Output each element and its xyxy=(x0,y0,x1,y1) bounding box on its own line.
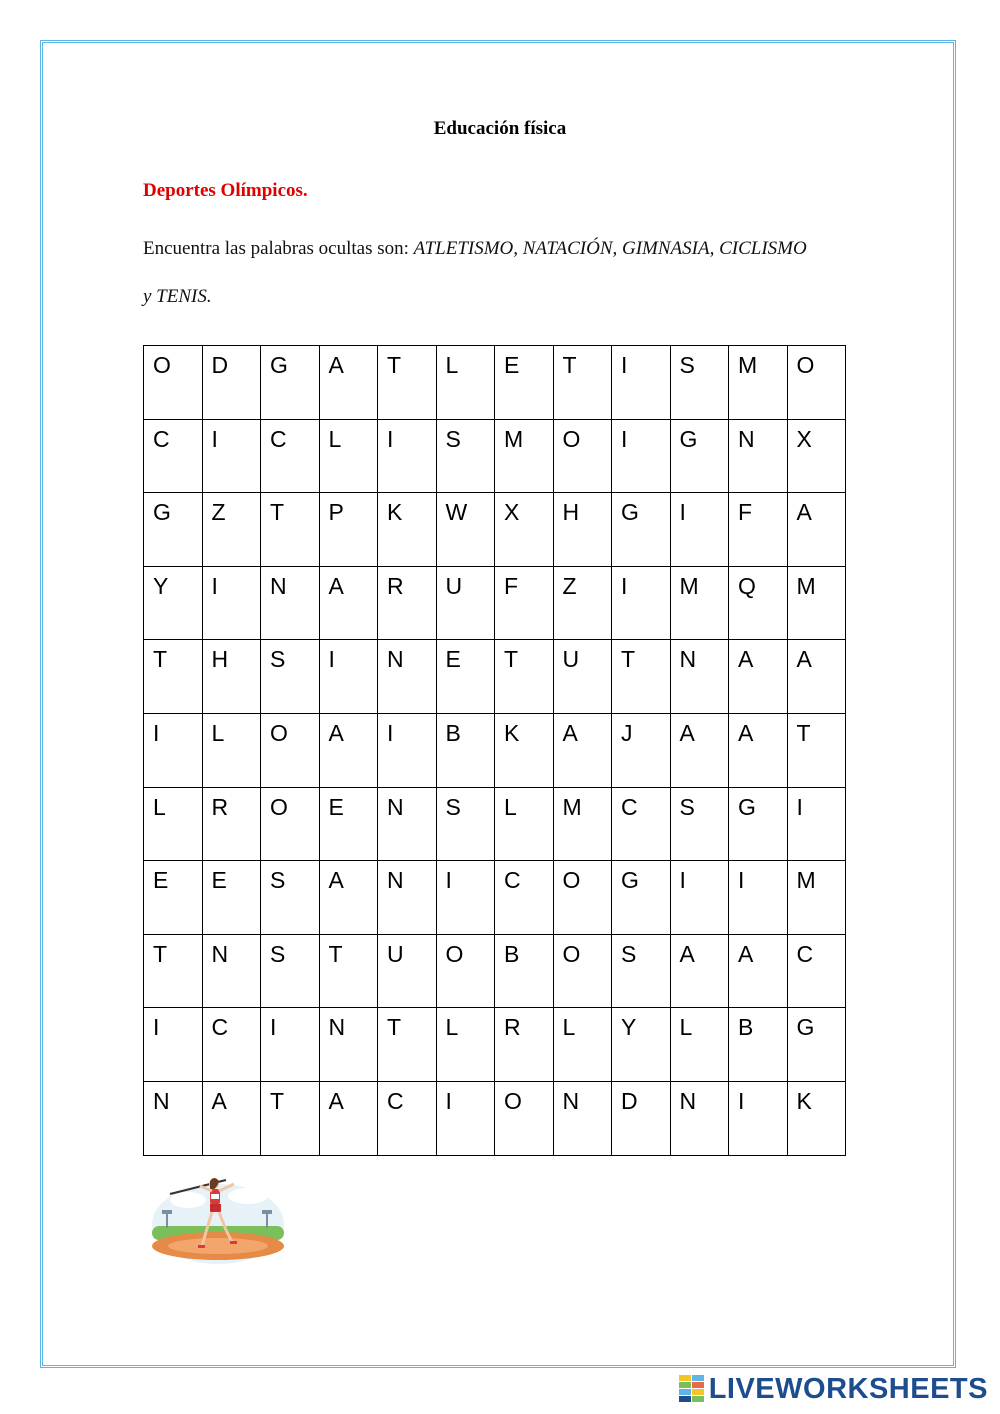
grid-cell[interactable]: A xyxy=(319,1081,378,1155)
grid-cell[interactable]: T xyxy=(612,640,671,714)
grid-cell[interactable]: I xyxy=(144,713,203,787)
instruction-words: ATLETISMO, NATACIÓN, GIMNASIA, CICLISMO xyxy=(413,238,807,259)
grid-cell[interactable]: I xyxy=(378,713,437,787)
grid-cell[interactable]: C xyxy=(787,934,846,1008)
instruction-line-2: y TENIS. xyxy=(143,286,212,307)
grid-cell[interactable]: O xyxy=(553,861,612,935)
grid-cell[interactable]: R xyxy=(378,566,437,640)
grid-cell[interactable]: N xyxy=(729,419,788,493)
grid-row xyxy=(144,346,846,420)
grid-cell[interactable]: A xyxy=(670,713,729,787)
grid-cell[interactable]: I xyxy=(729,861,788,935)
grid-cell[interactable]: B xyxy=(495,934,554,1008)
grid-row xyxy=(144,419,846,493)
grid-cell[interactable]: G xyxy=(612,493,671,567)
grid-cell[interactable]: K xyxy=(378,493,437,567)
grid-row xyxy=(144,861,846,935)
grid-cell[interactable]: R xyxy=(202,787,261,861)
grid-cell[interactable]: I xyxy=(729,1081,788,1155)
grid-cell[interactable]: G xyxy=(144,493,203,567)
grid-cell[interactable]: A xyxy=(553,713,612,787)
grid-cell[interactable]: I xyxy=(670,493,729,567)
grid-cell[interactable]: I xyxy=(202,419,261,493)
grid-cell[interactable]: X xyxy=(787,419,846,493)
grid-cell[interactable]: F xyxy=(729,493,788,567)
grid-cell[interactable]: S xyxy=(436,419,495,493)
grid-cell[interactable]: S xyxy=(261,934,320,1008)
grid-cell[interactable]: A xyxy=(319,566,378,640)
grid-cell[interactable]: F xyxy=(495,566,554,640)
instruction-line-1 xyxy=(143,238,807,260)
grid-cell[interactable]: T xyxy=(261,1081,320,1155)
grid-cell[interactable]: T xyxy=(495,640,554,714)
grid-cell[interactable]: P xyxy=(319,493,378,567)
grid-cell[interactable]: N xyxy=(670,1081,729,1155)
grid-cell[interactable]: Y xyxy=(144,566,203,640)
grid-cell[interactable]: L xyxy=(436,1008,495,1082)
grid-cell[interactable]: D xyxy=(202,346,261,420)
grid-cell[interactable]: N xyxy=(319,1008,378,1082)
grid-cell[interactable]: C xyxy=(202,1008,261,1082)
grid-cell[interactable]: A xyxy=(202,1081,261,1155)
word-search-grid xyxy=(143,345,846,1156)
grid-cell[interactable]: O xyxy=(261,787,320,861)
grid-cell[interactable]: S xyxy=(612,934,671,1008)
grid-cell[interactable]: S xyxy=(670,346,729,420)
grid-cell[interactable]: A xyxy=(787,493,846,567)
grid-cell[interactable]: A xyxy=(729,640,788,714)
grid-cell[interactable]: M xyxy=(553,787,612,861)
grid-cell[interactable]: T xyxy=(378,346,437,420)
liveworksheets-logo-icon xyxy=(679,1375,705,1403)
grid-cell[interactable]: Z xyxy=(553,566,612,640)
grid-cell[interactable]: I xyxy=(436,1081,495,1155)
grid-cell[interactable]: S xyxy=(436,787,495,861)
grid-cell[interactable]: N xyxy=(261,566,320,640)
grid-cell[interactable]: O xyxy=(436,934,495,1008)
grid-cell[interactable]: M xyxy=(670,566,729,640)
grid-cell[interactable]: K xyxy=(787,1081,846,1155)
grid-cell[interactable]: E xyxy=(202,861,261,935)
grid-cell[interactable]: E xyxy=(144,861,203,935)
grid-cell[interactable]: W xyxy=(436,493,495,567)
grid-cell[interactable]: C xyxy=(378,1081,437,1155)
grid-cell[interactable]: A xyxy=(319,861,378,935)
grid-cell[interactable]: I xyxy=(670,861,729,935)
grid-cell[interactable]: I xyxy=(378,419,437,493)
grid-cell[interactable]: M xyxy=(729,346,788,420)
grid-cell[interactable]: H xyxy=(553,493,612,567)
grid-cell[interactable]: C xyxy=(612,787,671,861)
grid-cell[interactable]: A xyxy=(729,934,788,1008)
grid-row xyxy=(144,934,846,1008)
grid-cell[interactable]: I xyxy=(202,566,261,640)
grid-cell[interactable]: N xyxy=(378,787,437,861)
grid-row xyxy=(144,1081,846,1155)
grid-cell[interactable]: G xyxy=(612,861,671,935)
grid-cell[interactable]: L xyxy=(144,787,203,861)
grid-cell[interactable]: E xyxy=(495,346,554,420)
grid-cell[interactable]: L xyxy=(436,346,495,420)
grid-cell[interactable]: A xyxy=(319,346,378,420)
grid-cell[interactable]: T xyxy=(319,934,378,1008)
grid-row xyxy=(144,1008,846,1082)
grid-cell[interactable]: S xyxy=(261,861,320,935)
grid-cell[interactable]: S xyxy=(261,640,320,714)
grid-cell[interactable]: O xyxy=(553,419,612,493)
grid-cell[interactable]: I xyxy=(144,1008,203,1082)
page-title: Educación física xyxy=(433,118,567,139)
grid-cell[interactable]: O xyxy=(261,713,320,787)
grid-cell[interactable]: I xyxy=(612,419,671,493)
grid-cell[interactable]: D xyxy=(612,1081,671,1155)
grid-cell[interactable]: N xyxy=(378,861,437,935)
grid-cell[interactable]: G xyxy=(787,1008,846,1082)
grid-cell[interactable]: N xyxy=(670,640,729,714)
grid-cell[interactable]: B xyxy=(436,713,495,787)
grid-cell[interactable]: L xyxy=(495,787,554,861)
grid-cell[interactable]: N xyxy=(202,934,261,1008)
grid-cell[interactable]: A xyxy=(787,640,846,714)
grid-cell[interactable]: R xyxy=(495,1008,554,1082)
grid-cell[interactable]: M xyxy=(787,566,846,640)
grid-cell[interactable]: I xyxy=(787,787,846,861)
grid-cell[interactable]: B xyxy=(729,1008,788,1082)
grid-cell[interactable]: Y xyxy=(612,1008,671,1082)
grid-cell[interactable]: G xyxy=(261,346,320,420)
grid-cell[interactable]: E xyxy=(436,640,495,714)
section-subtitle: Deportes Olímpicos. xyxy=(143,180,308,201)
grid-cell[interactable]: U xyxy=(436,566,495,640)
grid-cell[interactable]: L xyxy=(319,419,378,493)
grid-cell[interactable]: A xyxy=(729,713,788,787)
grid-cell[interactable]: T xyxy=(553,346,612,420)
grid-cell[interactable]: I xyxy=(612,346,671,420)
grid-cell[interactable]: N xyxy=(553,1081,612,1155)
grid-cell[interactable]: M xyxy=(495,419,554,493)
grid-row xyxy=(144,640,846,714)
grid-cell[interactable]: O xyxy=(553,934,612,1008)
grid-cell[interactable]: S xyxy=(670,787,729,861)
grid-cell[interactable]: T xyxy=(144,640,203,714)
grid-cell[interactable]: A xyxy=(319,713,378,787)
grid-cell[interactable]: C xyxy=(495,861,554,935)
grid-cell[interactable]: C xyxy=(144,419,203,493)
grid-row xyxy=(144,713,846,787)
grid-cell[interactable]: H xyxy=(202,640,261,714)
grid-cell[interactable]: C xyxy=(261,419,320,493)
grid-cell[interactable]: O xyxy=(144,346,203,420)
grid-cell[interactable]: U xyxy=(553,640,612,714)
grid-cell[interactable]: U xyxy=(378,934,437,1008)
grid-cell[interactable]: J xyxy=(612,713,671,787)
grid-row xyxy=(144,493,846,567)
instruction-prefix: Encuentra las palabras ocultas son: xyxy=(143,238,414,259)
grid-cell[interactable]: I xyxy=(612,566,671,640)
liveworksheets-wordmark: LIVEWORKSHEETS xyxy=(708,1372,988,1405)
javelin-thrower-illustration xyxy=(148,1172,288,1264)
grid-cell[interactable]: L xyxy=(202,713,261,787)
grid-cell[interactable]: A xyxy=(670,934,729,1008)
grid-cell[interactable]: I xyxy=(261,1008,320,1082)
grid-cell[interactable]: T xyxy=(378,1008,437,1082)
grid-row xyxy=(144,566,846,640)
grid-cell[interactable]: O xyxy=(495,1081,554,1155)
grid-cell[interactable]: I xyxy=(319,640,378,714)
grid-cell[interactable]: T xyxy=(261,493,320,567)
grid-cell[interactable]: Z xyxy=(202,493,261,567)
grid-cell[interactable]: T xyxy=(144,934,203,1008)
liveworksheets-brand[interactable] xyxy=(679,1372,988,1406)
grid-cell[interactable]: G xyxy=(670,419,729,493)
grid-cell[interactable]: N xyxy=(378,640,437,714)
grid-cell[interactable]: E xyxy=(319,787,378,861)
grid-cell[interactable]: Q xyxy=(729,566,788,640)
grid-cell[interactable]: L xyxy=(670,1008,729,1082)
grid-cell[interactable]: L xyxy=(553,1008,612,1082)
grid-cell[interactable]: M xyxy=(787,861,846,935)
grid-cell[interactable]: T xyxy=(787,713,846,787)
grid-cell[interactable]: N xyxy=(144,1081,203,1155)
grid-cell[interactable]: O xyxy=(787,346,846,420)
grid-row xyxy=(144,787,846,861)
grid-cell[interactable]: K xyxy=(495,713,554,787)
grid-cell[interactable]: X xyxy=(495,493,554,567)
grid-cell[interactable]: G xyxy=(729,787,788,861)
grid-cell[interactable]: I xyxy=(436,861,495,935)
